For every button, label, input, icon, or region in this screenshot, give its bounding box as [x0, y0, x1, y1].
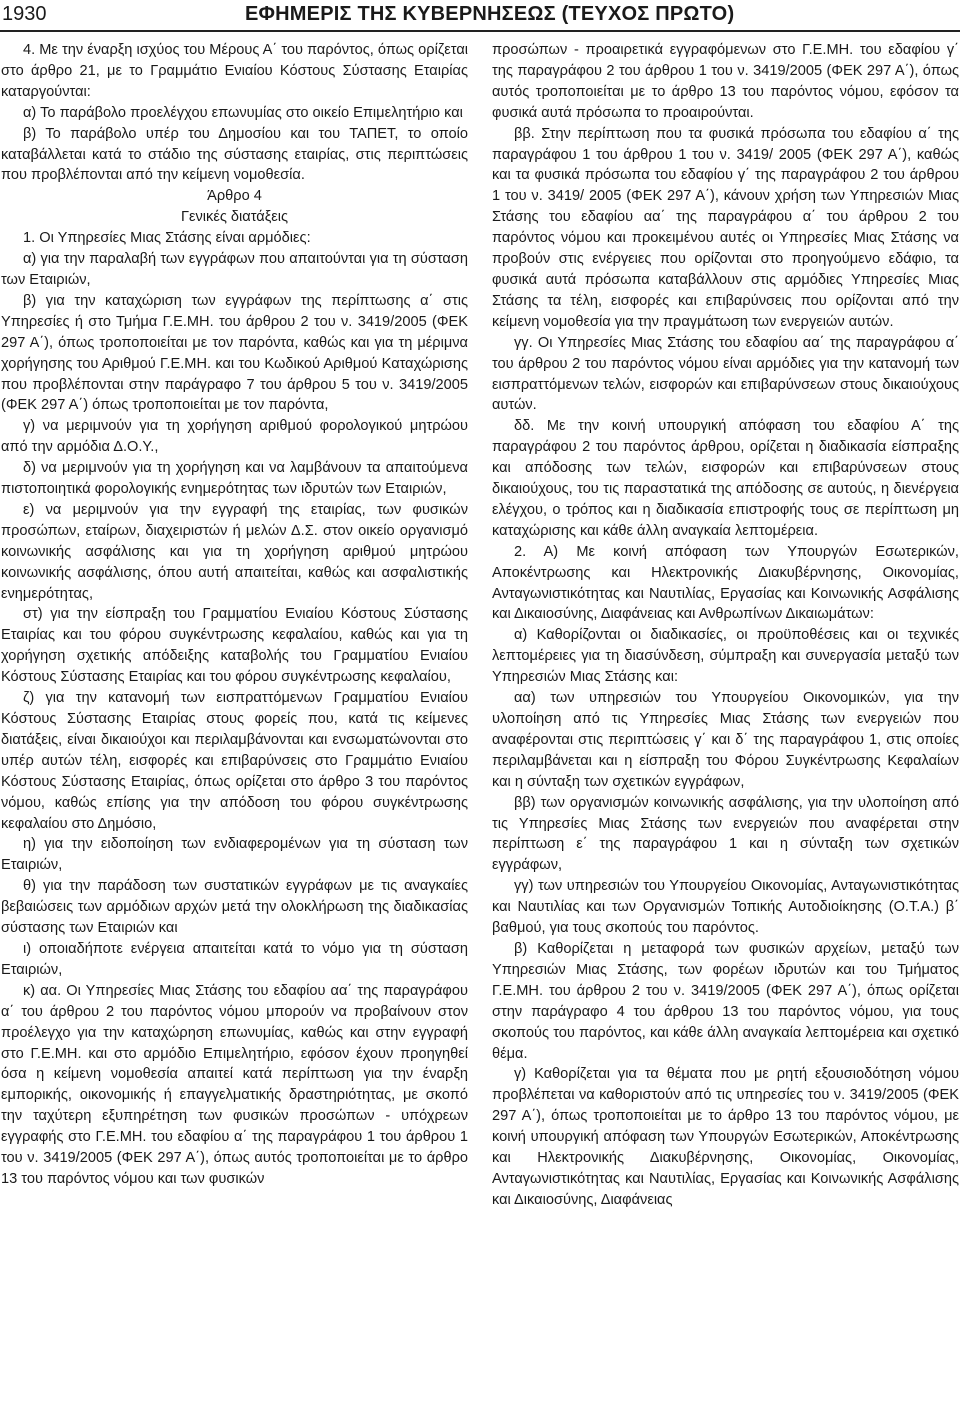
- right-column: [492, 40, 959, 1211]
- paragraph: στ) για την είσπραξη του Γραμματίου Ενιαίου Κόστους Σύστασης Εταιρίας και του φόρου συγκέντρωσης κεφαλαίου, καθώς και για τη χορήγηση σχετικής απόδειξης καταβολής του Γραμματίου Ενιαίου Κόστους Σύστασης Εταιρίας και του φόρου συγκέντρωσης κεφαλαίου,: [1, 606, 468, 686]
- paragraph: ι) οποιαδήποτε ενέργεια απαιτείται κατά το νόμο για τη σύσταση Εταιριών,: [1, 940, 468, 978]
- paragraph: ββ. Στην περίπτωση που τα φυσικά πρόσωπα του εδαφίου α΄ της παραγράφου 1 του άρθρου 1 του ν. 3419/ 2005 (ΦΕΚ 297 Α΄), καθώς και τα φυσικά πρόσωπα του εδαφίου γ΄ της παραγράφου 2 του άρθρου 1 του ν. 3419/ 2005 (ΦΕΚ 297 Α΄), κάνουν χρήση των Υπηρεσιών Μιας Στάσης του εδαφίου αα΄ της παραγράφου α΄ του άρθρου 2 του παρόντος νόμου και προκειμένου αυτές οι Υπηρεσίες Μιας Στάσης να προβούν στις ενέργειες που ορίζονται στο προηγούμενο εδάφιο, τα φυσικά αυτά πρόσωπα καταβάλλουν στις αρμόδιες Υπηρεσίες Μιας Στάσης τα τέλη, εισφορές και επιβαρύνσεις που ορίζονται από την κείμενη νομοθεσία για την πραγμάτωση των ενεργειών αυτών.: [492, 125, 959, 330]
- article-heading: Γενικές διατάξεις: [180, 209, 289, 226]
- paragraph: γγ) των υπηρεσιών του Υπουργείου Οικονομίας, Ανταγωνιστικότητας και Ναυτιλίας και των Οργανισμών Τοπικής Αυτοδιοίκησης (Ο.Τ.Α.) β΄ βαθμού, για τους σκοπούς του παρόντος.: [492, 878, 959, 937]
- paragraph: 2. Α) Με κοινή απόφαση των Υπουργών Εσωτερικών, Αποκέντρωσης και Ηλεκτρονικής Διακυβέρνησης, Οικονομίας, Ανταγωνιστικότητας και Ναυτιλίας, Εργασίας και Κοινωνικής Ασφάλισης και Δικαιοσύνης, Διαφάνειας και Ανθρωπίνων Δικαιωμάτων:: [492, 543, 959, 623]
- paragraph: ββ) των οργανισμών κοινωνικής ασφάλισης, για την υλοποίηση από τις Υπηρεσίες Μιας Στάσης των ενεργειών που αναφέρεται στην περίπτωση ε΄ της παραγράφου 1 και η σύνταξη των σχετικών εγγράφων,: [492, 794, 959, 874]
- left-column: [1, 40, 468, 1190]
- article-heading: Άρθρο 4: [207, 188, 262, 205]
- paragraph: α) για την παραλαβή των εγγράφων που απαιτούνται για τη σύσταση των Εταιριών,: [1, 251, 468, 288]
- paragraph: γ) Καθορίζεται για τα θέματα που με ρητή εξουσιοδότηση νόμου προβλέπεται να καθοριστούν από τις υπηρεσίες του ν. 3419/2005 (ΦΕΚ 297 Α΄), όπως τροποποιείται με το άρθρο 13 του παρόντος νόμου, με κοινή υπουργική απόφαση των Υπουργών Εσωτερικών, Αποκέντρωσης και Ηλεκτρονικής Διακυβέρνησης, Οικονομίας, Οικονομίας, Ανταγωνιστικότητας και Ναυτιλίας, Εργασίας και Κοινωνικής Ασφάλισης και Δικαιοσύνης, Διαφάνειας: [492, 1066, 959, 1208]
- paragraph: α) Το παράβολο προελέγχου επωνυμίας στο οικείο Επιμελητήριο και: [23, 104, 463, 121]
- paragraph: β) Το παράβολο υπέρ του Δημοσίου και του ΤΑΠΕΤ, το οποίο καταβάλλεται κατά το στάδιο της σύστασης εταιρίας, στις περιπτώσεις που προβλέπονται από την κείμενη νομοθεσία.: [1, 125, 468, 184]
- paragraph: η) για την ειδοποίηση των ενδιαφερομένων για τη σύσταση των Εταιριών,: [1, 836, 468, 874]
- paragraph: ε) να μεριμνούν για την εγγραφή της εταιρίας, των φυσικών προσώπων, εταίρων, διαχειριστών ή μελών Δ.Σ. στον οικείο οργανισμό κοινωνικής ασφάλισης και για τη χορήγηση αριθμού μητρώου κοινωνικής ασφάλισης, όπου αυτή απαιτείται, καθώς και ασφαλιστικής ενημερότητας,: [1, 501, 468, 602]
- header-rule: [0, 30, 960, 32]
- page-header: [0, 0, 960, 32]
- paragraph: α) Καθορίζονται οι διαδικασίες, οι προϋποθέσεις και οι τεχνικές λεπτομέρειες για τη διασύνδεση, σύμπραξη και συνεργασία μεταξύ των Υπηρεσιών Μιας Στάσης και:: [492, 627, 959, 686]
- paragraph: γ) να μεριμνούν για τη χορήγηση αριθμού φορολογικού μητρώου από την αρμόδια Δ.Ο.Υ.,: [1, 418, 468, 456]
- paragraph: ζ) για την κατανομή των εισπραττόμενων Γραμματίου Ενιαίου Κόστους Σύστασης Εταιρίας στους φορείς που, κατά τις κείμενες διατάξεις, είναι δικαιούχοι και περιλαμβάνονται και ενσωματώνονται στο υπέρ αυτών τέλη, εισφορές και επιβαρύνσεις στο Γραμμάτιο Ενιαίου Κόστους Σύστασης Εταιρίας, όπως ορίζεται στο άρθρο 3 του παρόντος νόμου, καθώς επίσης για την απόδοση του φόρου συγκέντρωσης κεφαλαίου στο Δημόσιο,: [1, 690, 468, 832]
- paragraph: β) για την καταχώριση των εγγράφων της περίπτωσης α΄ στις Υπηρεσίες ή στο Τμήμα Γ.Ε.ΜΗ. του άρθρου 2 του ν. 3419/2005 (ΦΕΚ 297 Α΄), όπως τροποποιείται με τον παρόντα, καθώς και για τη μέριμνα χορήγησης του Αριθμού Γ.Ε.ΜΗ. και του Κωδικού Αριθμού Καταχώρισης που προβλέπονται στην παράγραφο 7 του άρθρου 5 του ν. 3419/2005 (ΦΕΚ 297 Α΄) όπως τροποποιείται με τον παρόντα,: [1, 292, 468, 414]
- paragraph: β) Καθορίζεται η μεταφορά των φυσικών αρχείων, μεταξύ των Υπηρεσιών Μιας Στάσης, των φορέων ιδρυτών και του Τμήματος Γ.Ε.ΜΗ. του άρθρου 2 του ν. 3419/2005 (ΦΕΚ 297 Α΄), όπως ορίζεται στην παράγραφο 4 του άρθρου 13 του παρόντος νόμου, για τους σκοπούς του παρόντος, και κάθε άλλη αναγκαία λεπτομέρεια και σχετικό θέμα.: [492, 940, 959, 1062]
- paragraph: κ) αα. Οι Υπηρεσίες Μιας Στάσης του εδαφίου αα΄ της παραγράφου α΄ του άρθρου 2 του παρόντος νόμου μπορούν να προβαίνουν στον προέλεγχο για την καταχώρηση επωνυμίας, καθώς και στην εγγραφή στο Γ.Ε.ΜΗ. και στο αρμόδιο Επιμελητήριο, εφόσον έχουν προηγηθεί όσα η κείμενη νομοθεσία απαιτεί κατά περίπτωση για την έναρξη εμπορικής, οικονομικής ή επαγγελματικής δραστηριότητας, με σκοπό την ταχύτερη εξυπηρέτηση των φυσικών προσώπων - υπόχρεων εγγραφής στο Γ.Ε.ΜΗ. του εδαφίου α΄ της παραγράφου 1 του άρθρου 1 του ν. 3419/2005 (ΦΕΚ 297 Α΄), όπως αυτός τροποποιείται με το άρθρο 13 του παρόντος νόμου και των φυσικών: [1, 982, 468, 1187]
- paragraph: δδ. Με την κοινή υπουργική απόφαση του εδαφίου Α΄ της παραγράφου 2 του παρόντος άρθρου, ορίζεται η διαδικασία είσπραξης και απόδοσης των τελών, εισφορών και επιβαρύνσεων στους δικαιούχους, του τις παραστατικά της απόδοσης σε αυτούς, η διενέργεια ελέγχου, ο τρόπος και η διαδικασία επιστροφής τους σε περίπτωση μη καταχώρισης και κάθε άλλη αναγκαία λεπτομέρεια.: [492, 418, 959, 539]
- paragraph: γγ. Οι Υπηρεσίες Μιας Στάσης του εδαφίου αα΄ της παραγράφου α΄ του άρθρου 2 του παρόντος νόμου είναι αρμόδιες για την κατανομή των εισπραττόμενων τελών, εισφορών και επιβαρύνσεων στους δικαιούχους αυτών.: [492, 334, 959, 414]
- journal-title: ΕΦΗΜΕΡΙΣ ΤΗΣ ΚΥΒΕΡΝΗΣΕΩΣ (ΤΕΥΧΟΣ ΠΡΩΤΟ): [245, 3, 735, 25]
- page-number: 1930: [2, 3, 47, 25]
- paragraph: 4. Με την έναρξη ισχύος του Μέρους Α΄ του παρόντος, όπως ορίζεται στο άρθρο 21, με το Γραμμάτιο Ενιαίου Κόστους Σύστασης Εταιρίας καταργούνται:: [1, 42, 468, 100]
- paragraph: δ) να μεριμνούν για τη χορήγηση και να λαμβάνουν τα απαιτούμενα πιστοποιητικά φορολογικής ενημερότητας των ιδρυτών των Εταιριών,: [1, 460, 468, 498]
- paragraph: 1. Οι Υπηρεσίες Μιας Στάσης είναι αρμόδιες:: [23, 230, 311, 247]
- continued-paragraph: προσώπων - προαιρετικά εγγραφόμενων στο Γ.Ε.ΜΗ. του εδαφίου γ΄ της παραγράφου 2 του άρθρου 1 του ν. 3419/2005 (ΦΕΚ 297 Α΄), όπως αυτός τροποποιείται με το άρθρο 13 του παρόντος νόμου, εφόσον τα φυσικά αυτά πρόσωπα το προαιρούνται.: [492, 42, 959, 121]
- paragraph: αα) των υπηρεσιών του Υπουργείου Οικονομικών, για την υλοποίηση από τις Υπηρεσίες Μιας Στάσης των ενεργειών που αναφέρονται στις περιπτώσεις γ΄ και δ΄ της παραγράφου 1, στις οποίες περιλαμβάνεται και η είσπραξη του Φόρου Συγκέντρωσης Κεφαλαίων και η σύνταξη των σχετικών εγγράφων,: [492, 690, 959, 790]
- paragraph: θ) για την παράδοση των συστατικών εγγράφων με τις αναγκαίες βεβαιώσεις των αρμόδιων αρχών μετά την ολοκλήρωση της διαδικασίας σύστασης των Εταιριών και: [1, 878, 468, 937]
